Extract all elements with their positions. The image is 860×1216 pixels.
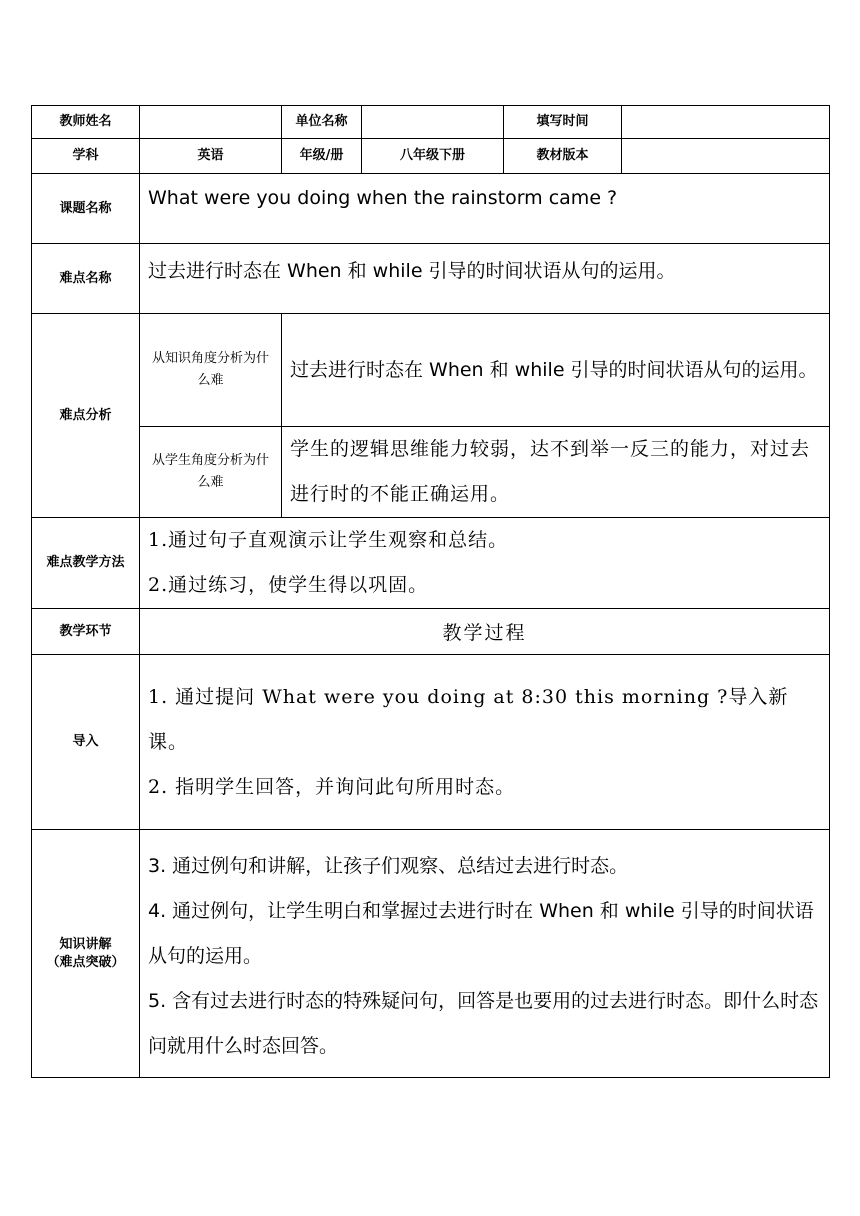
student-angle-label: 从学生角度分析为什么难 <box>140 427 282 518</box>
breakthrough-label: （难点突破） <box>46 954 125 970</box>
teacher-name-value <box>140 106 282 139</box>
process-label: 教学过程 <box>140 609 830 655</box>
header-row-2 <box>32 139 830 174</box>
intro-line-2: 2. 指明学生回答，并询问此句所用时态。 <box>148 775 516 798</box>
lesson-plan-table <box>31 105 830 1078</box>
knowledge-label: 知识讲解 <box>59 936 112 952</box>
edition-label: 教材版本 <box>504 139 622 174</box>
knowledge-line-5: 5. 含有过去进行时态的特殊疑问句，回答是也要用的过去进行时态。即什么时态问就用什么时态回答。 <box>148 990 819 1057</box>
subject-label: 学科 <box>32 139 140 174</box>
intro-label: 导入 <box>32 655 140 830</box>
method-row <box>32 518 830 609</box>
grade-label: 年级/册 <box>282 139 362 174</box>
intro-content <box>140 655 830 830</box>
unit-name-label: 单位名称 <box>282 106 362 139</box>
method-label: 难点教学方法 <box>32 518 140 609</box>
fill-time-label: 填写时间 <box>504 106 622 139</box>
header-row-1 <box>32 106 830 139</box>
subject-value: 英语 <box>140 139 282 174</box>
method-line-1: 1.通过句子直观演示让学生观察和总结。 <box>148 529 509 551</box>
edition-value <box>622 139 830 174</box>
knowledge-row <box>32 830 830 1078</box>
analysis-label: 难点分析 <box>32 314 140 518</box>
knowledge-angle-value: 过去进行时态在 When 和 while 引导的时间状语从句的运用。 <box>282 314 830 427</box>
knowledge-label-cell <box>32 830 140 1078</box>
knowledge-content <box>140 830 830 1078</box>
intro-row <box>32 655 830 830</box>
difficulty-value: 过去进行时态在 When 和 while 引导的时间状语从句的运用。 <box>140 244 830 314</box>
difficulty-label: 难点名称 <box>32 244 140 314</box>
analysis-knowledge-row <box>32 314 830 427</box>
lesson-title-value: What were you doing when the rainstorm came ? <box>140 174 830 244</box>
intro-line-1: 1. 通过提问 What were you doing at 8:30 this morning ?导入新课。 <box>148 685 789 753</box>
fill-time-value <box>622 106 830 139</box>
analysis-student-row <box>32 427 830 518</box>
method-content <box>140 518 830 609</box>
process-header-row <box>32 609 830 655</box>
knowledge-angle-label: 从知识角度分析为什么难 <box>140 314 282 427</box>
step-label: 教学环节 <box>32 609 140 655</box>
knowledge-line-4: 4. 通过例句，让学生明白和掌握过去进行时在 When 和 while 引导的时间状语从句的运用。 <box>148 900 814 967</box>
teacher-name-label: 教师姓名 <box>32 106 140 139</box>
difficulty-row <box>32 244 830 314</box>
unit-name-value <box>362 106 504 139</box>
lesson-title-row <box>32 174 830 244</box>
method-line-2: 2.通过练习，使学生得以巩固。 <box>148 574 429 596</box>
grade-value: 八年级下册 <box>362 139 504 174</box>
student-angle-value: 学生的逻辑思维能力较弱，达不到举一反三的能力，对过去进行时的不能正确运用。 <box>282 427 830 518</box>
knowledge-line-3: 3. 通过例句和讲解，让孩子们观察、总结过去进行时态。 <box>148 855 629 877</box>
lesson-title-label: 课题名称 <box>32 174 140 244</box>
